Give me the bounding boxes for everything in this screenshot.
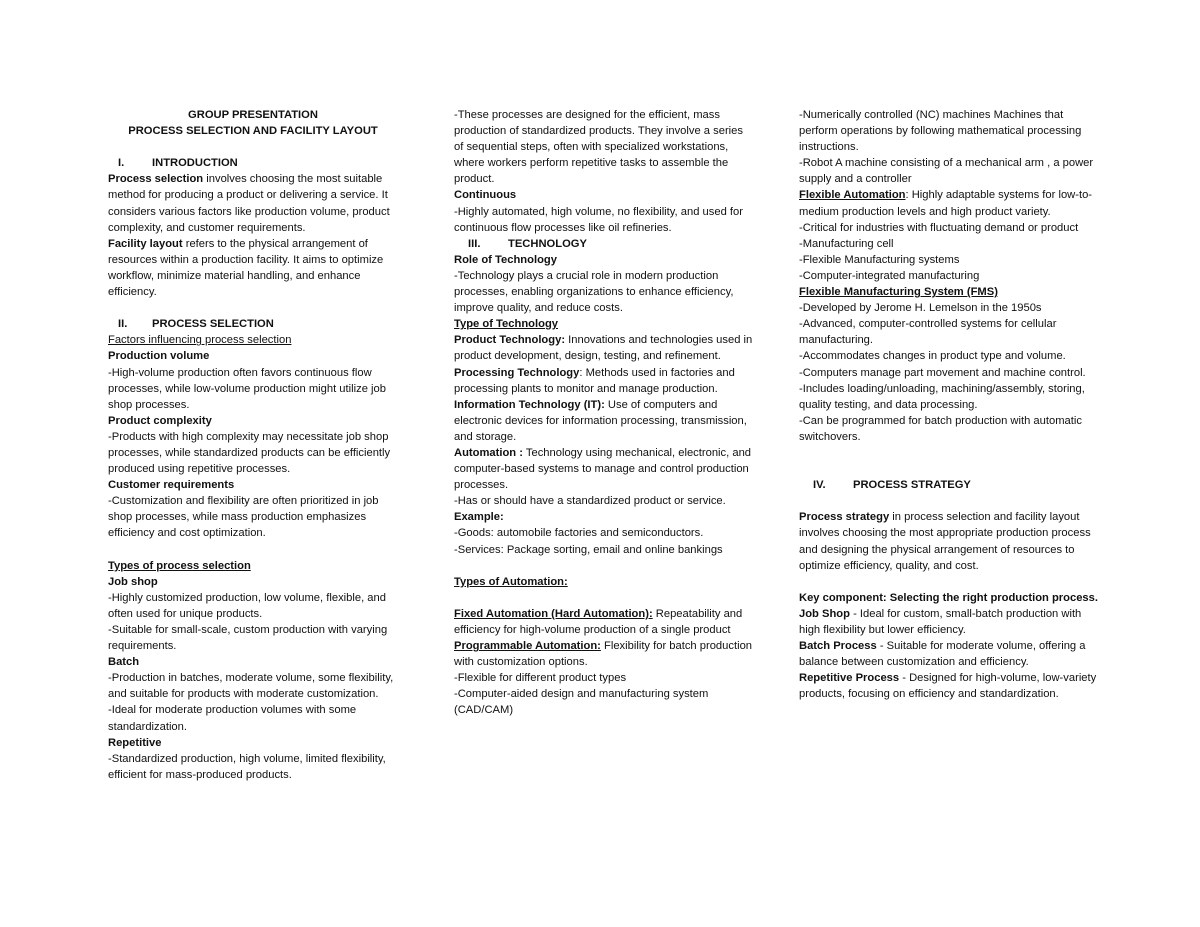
customer-requirements-heading: Customer requirements <box>108 479 235 492</box>
robot-text: -Robot A machine consisting of a mechanical arm , a power supply and a controller <box>799 157 1094 186</box>
process-strategy-paragraph: Process strategy in process selection and facility layout involves choosing the most appropriate production process and designing the physical arrangement of resources to optimize efficiency, quality, and cost. <box>799 511 1091 572</box>
key-component-heading: Key component: Selecting the right production process. <box>799 591 1098 604</box>
fms-line-3: -Accommodates changes in product type and volume. <box>799 350 1066 363</box>
batch-text-1: -Production in batches, moderate volume, some flexibility, and suitable for products with moderate customization. <box>108 672 394 701</box>
job-shop-heading: Job shop <box>108 575 158 588</box>
fms-line-2: -Advanced, computer-controlled systems for cellular manufacturing. <box>799 318 1057 347</box>
column-3 <box>799 107 1099 702</box>
section-heading-process-strategy: IV. PROCESS STRATEGY <box>813 479 971 492</box>
batch-process-strategy: Batch Process - Suitable for moderate volume, offering a balance between customization and efficiency. <box>799 640 1086 669</box>
column-2 <box>454 107 754 719</box>
processing-technology-paragraph: Processing Technology: Methods used in factories and processing plants to monitor and manage production. <box>454 366 735 395</box>
flexible-automation-paragraph: Flexible Automation: Highly adaptable systems for low-to-medium production levels and high product variety. <box>799 189 1093 218</box>
customer-requirements-text: -Customization and flexibility are often prioritized in job shop processes, while mass production emphasizes efficiency and cost optimization. <box>108 495 379 540</box>
example-goods: -Goods: automobile factories and semiconductors. <box>454 527 704 540</box>
fms-line-1: -Developed by Jerome H. Lemelson in the 1950s <box>799 302 1042 315</box>
example-heading: Example: <box>454 511 504 524</box>
fms-line-4: -Computers manage part movement and machine control. <box>799 366 1086 379</box>
fms-line-6: -Can be programmed for batch production with automatic switchovers. <box>799 414 1082 443</box>
product-complexity-text: -Products with high complexity may necessitate job shop processes, while standardized products can be efficiently produced using repetitive processes. <box>108 430 391 476</box>
production-volume-heading: Production volume <box>108 350 210 363</box>
product-technology-paragraph: Product Technology: Innovations and technologies used in product development, design, testing, and refinement. <box>454 334 753 363</box>
batch-text-2: -Ideal for moderate production volumes with some standardization. <box>108 704 357 733</box>
flexible-line-2: -Manufacturing cell <box>799 237 894 250</box>
repetitive-heading: Repetitive <box>108 736 162 749</box>
nc-machines-text: -Numerically controlled (NC) machines Machines that perform operations by following mathematical processing instructions. <box>799 109 1082 154</box>
role-of-technology-heading: Role of Technology <box>454 253 557 266</box>
paragraph-facility-layout: Facility layout refers to the physical arrangement of resources within a production facility. It aims to optimize workflow, minimize material handling, and enhance efficiency. <box>108 237 384 299</box>
fms-heading: Flexible Manufacturing System (FMS) <box>799 286 998 299</box>
types-of-process-heading: Types of process selection <box>108 559 251 572</box>
automation-paragraph: Automation : Technology using mechanical, electronic, and computer-based systems to manage and control production processes. <box>454 446 752 492</box>
batch-heading: Batch <box>108 656 140 669</box>
section-heading-introduction: I. INTRODUCTION <box>118 157 238 170</box>
repetitive-text-2: -These processes are designed for the efficient, mass production of standardized products. They involve a series of sequential steps, often with specialized workstations, where workers perform repetitive tasks to assemble the product. <box>454 109 743 186</box>
job-shop-strategy: Job Shop - Ideal for custom, small-batch production with high flexibility but lower efficiency. <box>799 607 1082 636</box>
programmable-automation-paragraph: Programmable Automation: Flexibility for batch production with customization options. <box>454 640 753 669</box>
repetitive-text: -Standardized production, high volume, limited flexibility, efficient for mass-produced products. <box>108 752 386 781</box>
fixed-automation-paragraph: Fixed Automation (Hard Automation): Repeatability and efficiency for high-volume production of a single product <box>454 607 743 636</box>
factors-heading: Factors influencing process selection <box>108 334 292 347</box>
section-heading-process-selection: II. PROCESS SELECTION <box>118 318 274 331</box>
information-technology-paragraph: Information Technology (IT): Use of computers and electronic devices for information processing, transmission, and storage. <box>454 398 747 443</box>
flexible-line-3: -Flexible Manufacturing systems <box>799 253 960 266</box>
fms-line-5: -Includes loading/unloading, machining/assembly, storing, quality testing, and data processing. <box>799 382 1085 411</box>
programmable-text-3: -Computer-aided design and manufacturing system (CAD/CAM) <box>454 688 709 717</box>
types-of-automation-heading: Types of Automation: <box>454 575 568 588</box>
programmable-text-2: -Flexible for different product types <box>454 672 627 685</box>
type-of-technology-heading: Type of Technology <box>454 318 559 331</box>
continuous-heading: Continuous <box>454 189 517 202</box>
automation-text-2: -Has or should have a standardized product or service. <box>454 495 726 508</box>
flexible-line-4: -Computer-integrated manufacturing <box>799 269 980 282</box>
job-shop-text-1: -Highly customized production, low volume, flexible, and often used for unique products. <box>108 591 386 620</box>
example-services: -Services: Package sorting, email and online bankings <box>454 543 723 556</box>
continuous-text: -Highly automated, high volume, no flexibility, and used for continuous flow processes like oil refineries. <box>454 205 743 234</box>
product-complexity-heading: Product complexity <box>108 414 212 427</box>
document-title: GROUP PRESENTATION <box>188 109 318 121</box>
section-heading-technology: III. TECHNOLOGY <box>468 237 587 250</box>
flexible-line-1: -Critical for industries with fluctuating demand or product <box>799 221 1079 234</box>
repetitive-process-strategy: Repetitive Process - Designed for high-volume, low-variety products, focusing on efficiency and standardization. <box>799 672 1097 701</box>
role-of-technology-text: -Technology plays a crucial role in modern production processes, enabling organizations to enhance efficiency, improve quality, and reduce costs. <box>454 269 734 315</box>
job-shop-text-2: -Suitable for small-scale, custom production with varying requirements. <box>108 624 388 653</box>
paragraph-process-selection: Process selection involves choosing the most suitable method for producing a product or delivering a service. It considers various factors like production volume, product complexity, and customer requirements. <box>108 173 390 234</box>
production-volume-text: -High-volume production often favors continuous flow processes, while low-volume production might utilize job shop processes. <box>108 366 386 411</box>
document-subtitle: PROCESS SELECTION AND FACILITY LAYOUT <box>128 125 378 138</box>
column-1 <box>108 107 398 783</box>
